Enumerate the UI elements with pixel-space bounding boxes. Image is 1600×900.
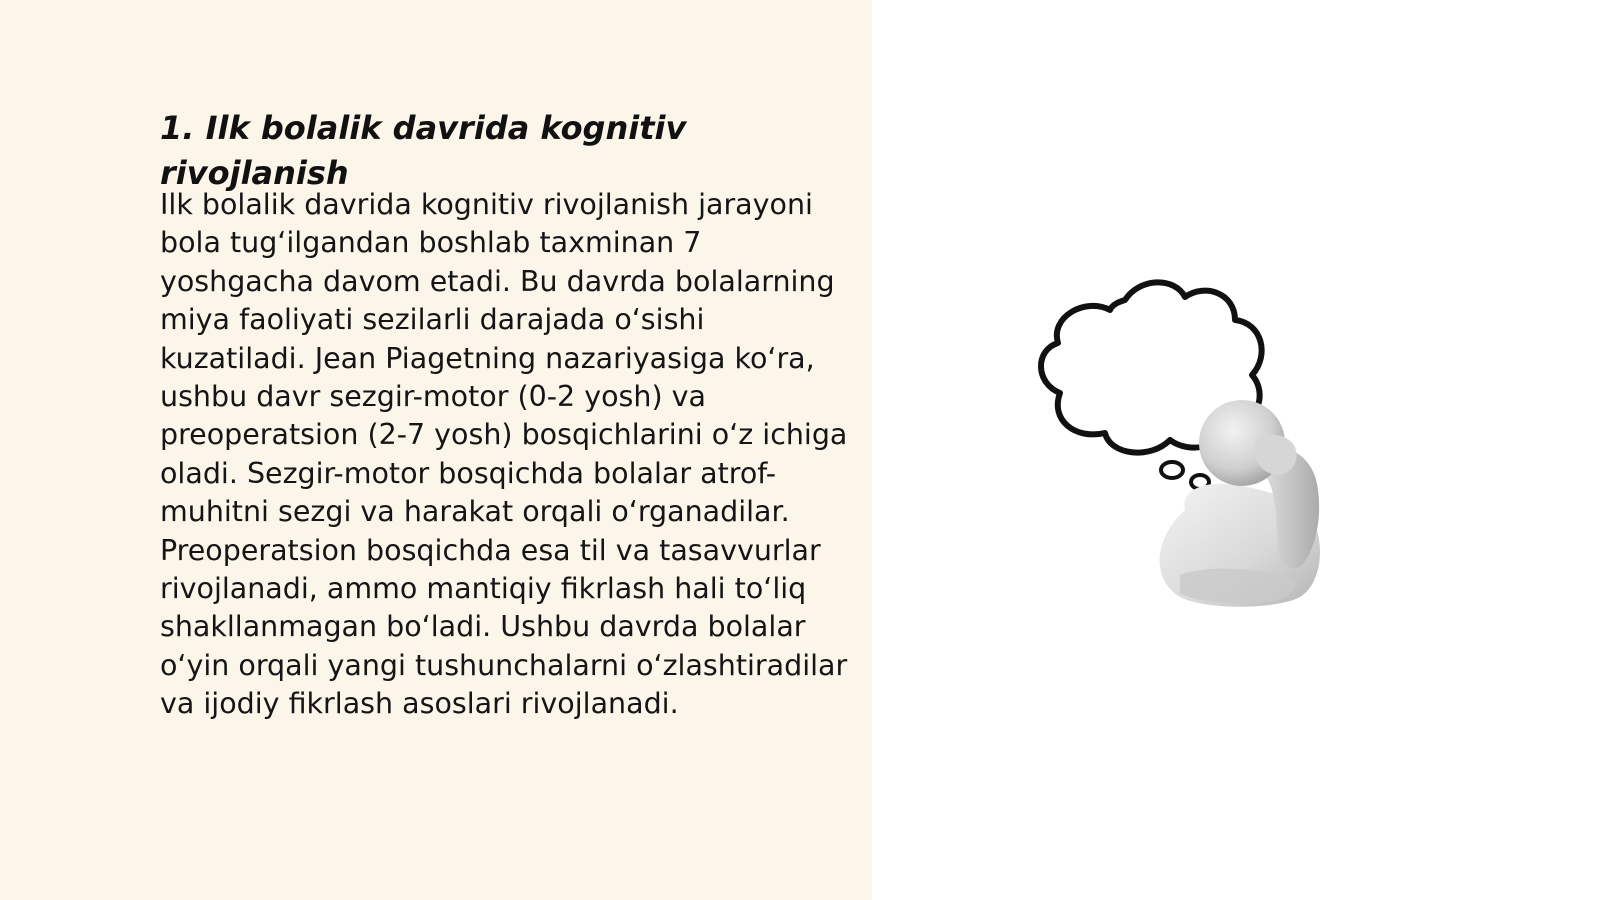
thinking-person-icon (1030, 275, 1350, 615)
slide-title: 1. Ilk bolalik davrida kognitiv rivojlanish (160, 109, 687, 192)
slide-body-text: Ilk bolalik davrida kognitiv rivojlanish jarayoni bola tug‘ilgandan boshlab taxminan 7 yoshgacha davom etadi. Bu davrda bolalarning miya faoliyati sezilarli darajada o‘sishi kuzatiladi. Jean Piagetning nazariyasiga ko‘ra, ushbu davr sezgir-motor (0-2 yosh) va preoperatsion (2-7 yosh) bosqichlarini o‘z ichiga oladi. Sezgir-motor bosqichda bolalar atrof-muhitni sezgi va harakat orqali o‘rganadilar. Preoperatsion bosqichda esa til va tasavvurlar rivojlanadi, ammo mantiqiy fikrlash hali to‘liq shakllanmagan bo‘ladi. Ushbu davrda bolalar o‘yin orqali yangi tushunchalarni o‘zlashtiradilar va ijodiy fikrlash asoslari rivojlanadi. (160, 188, 848, 721)
